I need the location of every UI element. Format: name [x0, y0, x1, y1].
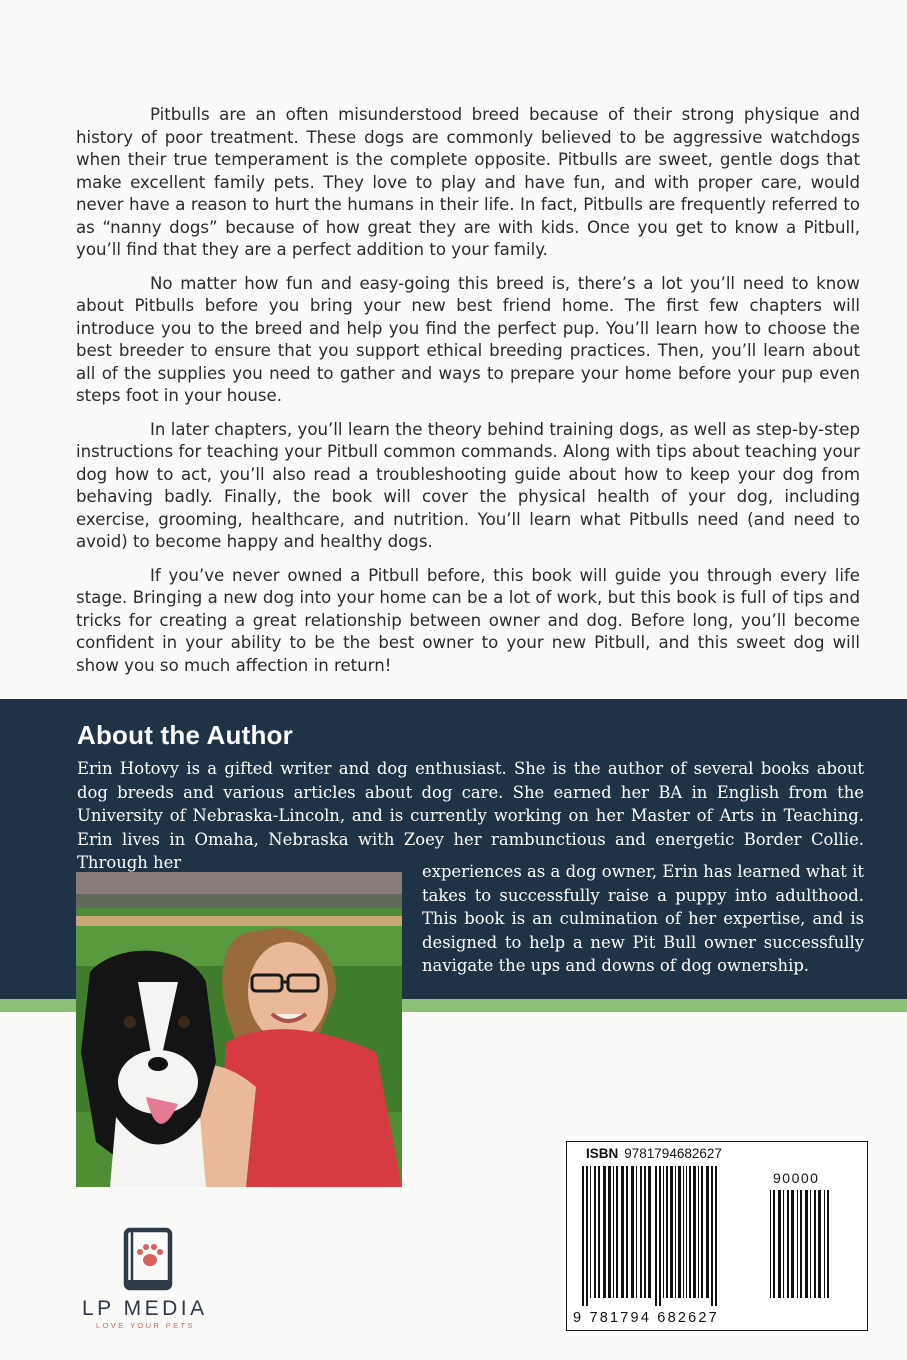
isbn-prefix: ISBN: [586, 1146, 619, 1161]
publisher-tagline: LOVE YOUR PETS: [96, 1321, 195, 1330]
author-bio-top: Erin Hotovy is a gifted writer and dog enthusiast. She is the author of several books about dog breeds and various articles about dog care. She earned her BA in English from the University of Nebraska-Lincoln, and is currently working on her Master of Arts in Teaching. Erin lives in Omaha, Nebraska with Zoey her rambunctious and energetic Border Collie. Through her: [77, 759, 864, 873]
price-code: 90000: [773, 1170, 820, 1186]
description-paragraph-3: In later chapters, you’ll learn the theory behind training dogs, as well as step-by-step instructions for teaching your Pitbull common commands. Along with tips about teaching your dog how to act, you’ll also read a troubleshooting guide about how to keep your dog from behaving badly. Finally, the book will cover the physical health of your dog, including exercise, grooming, healthcare, and nutrition. You’ll learn what Pitbulls need (and need to avoid) to become happy and healthy dogs.: [76, 419, 860, 551]
isbn-number: 9781794682627: [624, 1146, 722, 1161]
description-paragraph-2: No matter how fun and easy-going this breed is, there’s a lot you’ll need to know about Pitbulls before you bring your new best friend home. The first few chapters will introduce you to the breed and help you find the perfect pup. You’ll learn how to choose the best breeder to ensure that you support ethical breeding practices. Then, you’ll learn about all of the supplies you need to gather and ways to prepare your home before your pup even steps foot in your house.: [76, 273, 860, 405]
publisher-name: LP MEDIA: [82, 1297, 208, 1320]
author-photo: [76, 872, 402, 1187]
author-bio-right: experiences as a dog owner, Erin has learned what it takes to successfully raise a puppy into adulthood. This book is an culmination of her expertise, and is designed to help a new Pit Bull owner successfully navigate the ups and downs of dog ownership.: [422, 862, 864, 976]
author-heading: About the Author: [77, 720, 293, 750]
description-paragraph-1: Pitbulls are an often misunderstood breed because of their strong physique and history of poor treatment. These dogs are commonly believed to be aggressive watchdogs when their true temperament is the complete opposite. Pitbulls are sweet, gentle dogs that make excellent family pets. They love to play and have fun, and with proper care, would never have a reason to hurt the humans in their life. In fact, Pitbulls are frequently referred to as “nanny dogs” because of how great they are with kids. Once you get to know a Pitbull, you’ll find that they are a perfect addition to your family.: [76, 105, 860, 259]
description-paragraph-4: If you’ve never owned a Pitbull before, this book will guide you through every life stage. Bringing a new dog into your home can be a lot of work, but this book is full of tips and tricks for creating a great relationship between owner and dog. Before long, you’ll become confident in your ability to be the best owner to your new Pitbull, and this sweet dog will show you so much affection in return!: [76, 565, 860, 675]
book-description: [76, 104, 860, 688]
isbn-label: [586, 1146, 722, 1161]
barcode-image: [578, 1166, 858, 1306]
barcode-digits: 9 781794 682627: [573, 1310, 719, 1326]
